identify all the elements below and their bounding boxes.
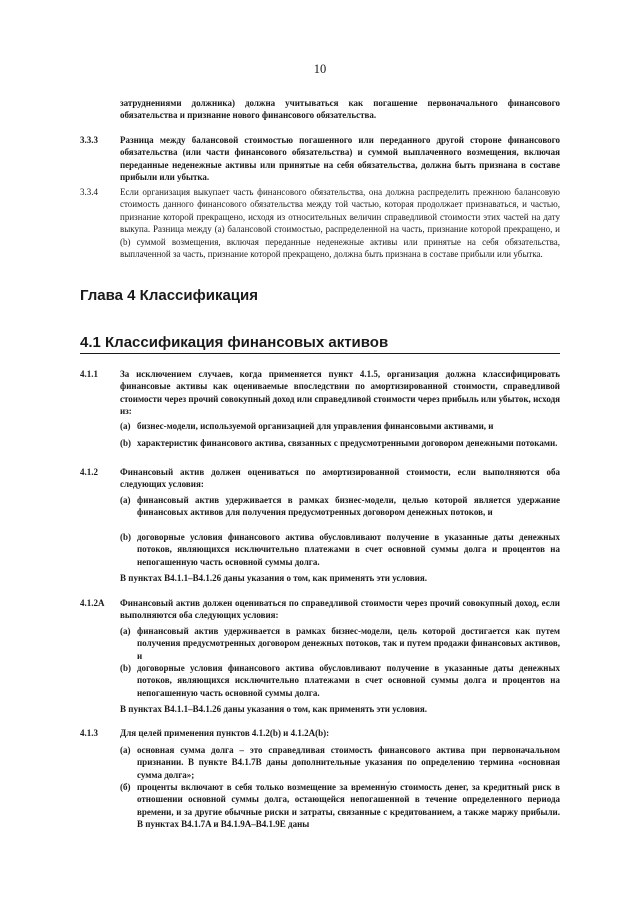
para-number-3-3-3: 3.3.3	[80, 135, 98, 145]
para-number-4-1-1: 4.1.1	[80, 369, 98, 379]
para-number-3-3-4: 3.3.4	[80, 187, 98, 197]
item-label: (a)	[120, 745, 131, 755]
intro-continuation: затруднениями должника) должна учитываться как погашение первоначального финансового обязательства и признание нового финансового обязательства.	[120, 98, 560, 121]
para-4-1-2a-text: Финансовый актив должен оцениваться по справедливой стоимости через прочий совокупный доход, если выполняются оба следующих условия:	[120, 598, 560, 621]
para-4-1-1-text: За исключением случаев, когда применяется пункт 4.1.5, организация должна классифицировать финансовые активы как оцениваемые впоследствии по амортизированной стоимости, справедливой стоимости через прочий совокупный доход или справедливой стоимости через прибыль или убыток, исходя из:	[120, 369, 560, 417]
para-number-4-1-2: 4.1.2	[80, 467, 98, 477]
list-item: договорные условия финансового актива обусловливают получение в указанные даты денежных потоков, являющихся исключительно платежами в счет основной суммы долга и процентов на непогашенную часть основной суммы долга.	[137, 532, 560, 567]
item-label: (b)	[120, 532, 131, 542]
para-number-4-1-2a: 4.1.2A	[80, 598, 105, 608]
para-4-1-2a-note: В пунктах B4.1.1–B4.1.26 даны указания о том, как применять эти условия.	[120, 704, 427, 714]
para-4-1-3-text: Для целей применения пунктов 4.1.2(b) и 4.1.2A(b):	[120, 728, 330, 738]
list-item: характеристик финансового актива, связанных с предусмотренными договором денежными потоками.	[137, 438, 558, 448]
list-item: финансовый актив удерживается в рамках бизнес-модели, цель которой достигается как путем получения предусмотренных договором денежных потоков, так и путем продажи финансовых активов, и	[137, 626, 560, 661]
para-4-1-2-text: Финансовый актив должен оцениваться по амортизированной стоимости, если выполняются оба следующих условия:	[120, 467, 560, 490]
chapter-heading: Глава 4 Классификация	[80, 287, 258, 304]
list-item: договорные условия финансового актива обусловливают получение в указанные даты денежных потоков, являющихся исключительно платежами в счет основной суммы долга и процентов на непогашенную часть основной суммы долга.	[137, 663, 560, 698]
para-number-4-1-3: 4.1.3	[80, 728, 98, 738]
section-heading-rule	[80, 353, 560, 354]
item-label: (a)	[120, 495, 131, 505]
para-3-3-3-text: Разница между балансовой стоимостью погашенного или переданного другой стороне финансового обязательства (или части финансового обязательства) и суммой выплаченного возмещения, включая переданные неденежные активы или принятые на себя обязательства, должна быть признана в составе прибыли или убытка.	[120, 135, 560, 183]
list-item: бизнес-модели, используемой организацией для управления финансовыми активами, и	[137, 421, 494, 431]
section-heading: 4.1 Классификация финансовых активов	[80, 334, 389, 351]
page-number: 10	[313, 62, 327, 76]
item-label: (b)	[120, 663, 131, 673]
list-item: проценты включают в себя только возмещение за временну́ю стоимость денег, за кредитный риск в отношении основной суммы долга, остающейся непогашенной в течение определенного периода времени, и за другие обычные риски и затраты, связанные с кредитованием, а также маржу прибыли. В пунктах B4.1.7A и B4.1.9A–B4.1.9E даны	[137, 782, 560, 830]
item-label: (b)	[120, 438, 131, 448]
list-item: финансовый актив удерживается в рамках бизнес-модели, целью которой является удержание финансовых активов для получения предусмотренных договором денежных потоков, и	[137, 495, 560, 518]
item-label: (a)	[120, 421, 131, 431]
item-label: (a)	[120, 626, 131, 636]
list-item: основная сумма долга – это справедливая стоимость финансового актива при первоначальном признании. В пункте B4.1.7B даны дополнительные указания по определению термина «основная сумма долга»;	[137, 745, 560, 780]
para-3-3-4-text: Если организация выкупает часть финансового обязательства, она должна распределить прежнюю балансовую стоимость данного финансового обязательства между той частью, которая продолжает признаваться, и частью, признание которой прекращено, исходя из относительных величин справедливой стоимости этих частей на дату выкупа. Разница между (а) балансовой стоимостью, распределенной на часть, признание которой прекращено, и (b) суммой возмещения, включая переданные неденежные активы или принятые на себя обязательства, выплаченной за часть, признание которой прекращено, должна быть признана в составе прибыли или убытка.	[120, 187, 560, 260]
para-4-1-2-note: В пунктах B4.1.1–B4.1.26 даны указания о том, как применять эти условия.	[120, 573, 427, 583]
item-label: (б)	[120, 782, 131, 792]
